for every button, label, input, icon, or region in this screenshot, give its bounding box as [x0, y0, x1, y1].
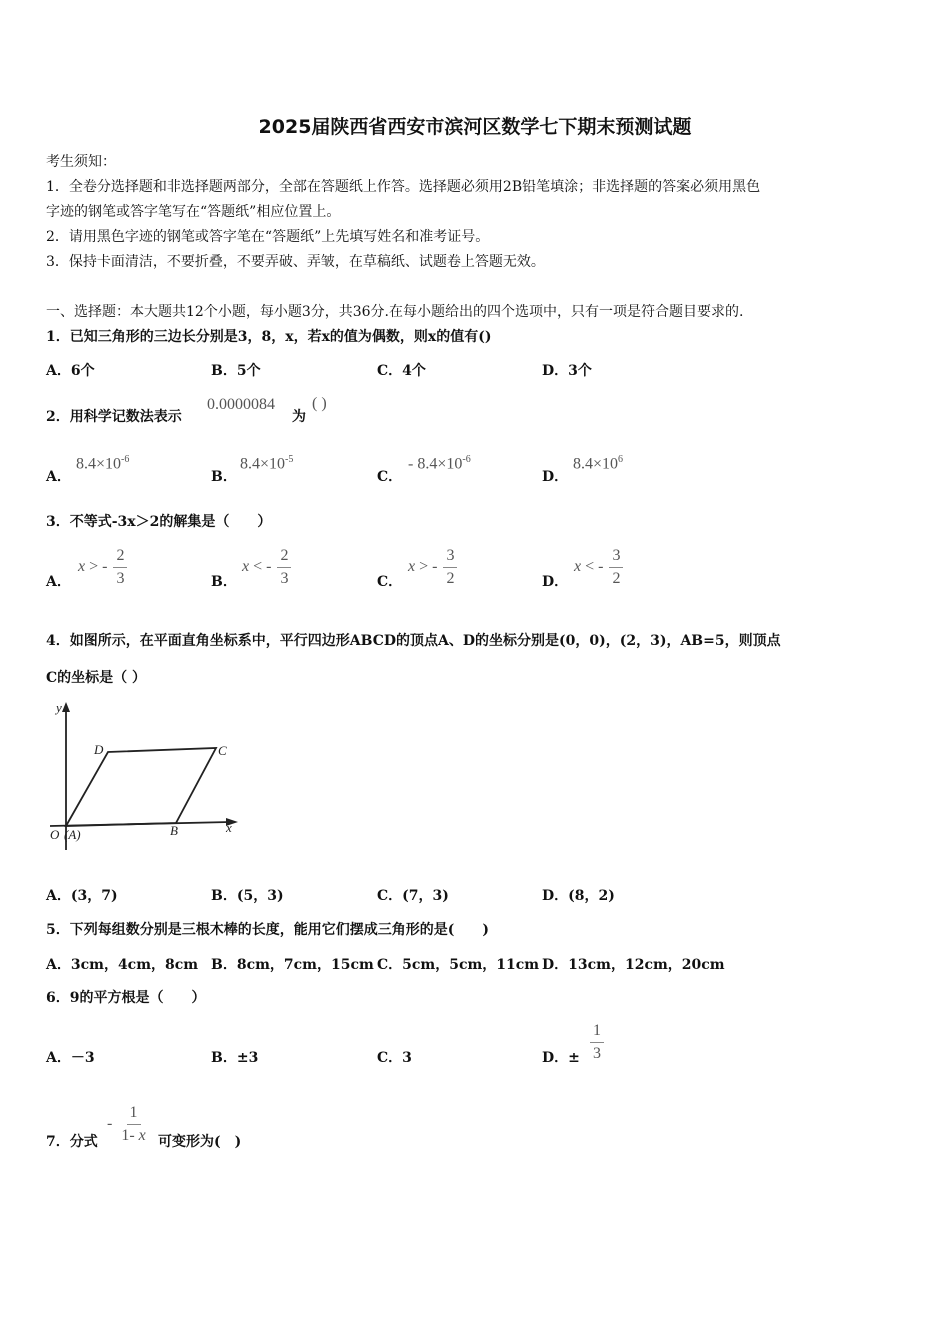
question-5-stem: 5．下列每组数分别是三根木棒的长度，能用它们摆成三角形的是( ) [46, 922, 489, 938]
notice-item-1-line-1: 1．全卷分选择题和非选择题两部分，全部在答题纸上作答。选择题必须用2B铅笔填涂；非选择题的答案必须用黑色 [46, 179, 761, 195]
parallelogram-abcd [66, 748, 216, 826]
question-4-option-b: B．(5，3) [211, 888, 284, 904]
question-3-stem: 3．不等式-3x＞2的解集是（ ） [46, 514, 272, 530]
question-2-stem-suffix: 为 [292, 409, 306, 425]
origin-label: O [50, 827, 60, 842]
question-5-option-a: A．3cm，4cm，8cm [46, 957, 199, 973]
question-1-stem: 1．已知三角形的三边长分别是3，8，x，若x的值为偶数，则x的值有() [46, 329, 492, 345]
question-7-stem-prefix: 7．分式 [46, 1134, 98, 1150]
vertex-d-label: D [94, 742, 104, 757]
question-4-option-c: C．(7，3) [377, 888, 449, 904]
question-2-option-c-label: C． [377, 469, 403, 485]
question-4-option-a: A．(3，7) [46, 888, 118, 904]
question-1-option-b: B．5个 [211, 363, 261, 379]
question-2-option-b-expr: $8.4\times 10^{-5}$ [240, 454, 294, 473]
question-4-stem-line-1: 4．如图所示，在平面直角坐标系中，平行四边形ABCD的顶点A、D的坐标分别是(0，0)，(2，3)，AB=5，则顶点 [46, 633, 781, 649]
question-5-option-c: C．5cm，5cm，11cm [377, 957, 540, 973]
question-7-fraction: - $\frac{1}{1- x}$ [107, 1104, 146, 1144]
question-3-option-c-label: C． [377, 574, 403, 590]
question-4-stem-line-2: C的坐标是（ ） [46, 670, 147, 686]
section-heading: 一、选择题：本大题共12个小题，每小题3分，共36分.在每小题给出的四个选项中，只有一项是符合题目要求的. [46, 304, 744, 320]
question-1-option-d: D．3个 [542, 363, 592, 379]
notice-item-2: 2．请用黑色字迹的钢笔或答字笔在“答题纸”上先填写姓名和准考证号。 [46, 229, 490, 245]
question-2-option-a-label: A． [46, 469, 71, 485]
page-title: 2025届陕西省西安市滨河区数学七下期末预测试题 [258, 116, 692, 138]
question-5-option-d: D．13cm，12cm，20cm [542, 957, 725, 973]
question-6-option-d-fraction: $\frac{1}{3}$ [588, 1022, 604, 1063]
question-1-option-a: A．6个 [46, 363, 95, 379]
notice-heading: 考生须知： [46, 154, 116, 170]
y-axis-label: y [56, 700, 62, 715]
question-2-option-c-expr: - $8.4\times 10^{-6}$ [408, 454, 471, 473]
question-3-option-a-label: A． [46, 574, 71, 590]
question-2-number: 0.0000084 [207, 396, 275, 413]
question-3-option-c-expr: x > - $\frac{3}{2}$ [408, 547, 457, 588]
question-2-option-a-expr: $8.4\times 10^{-6}$ [76, 454, 130, 473]
question-4-option-d: D．(8，2) [542, 888, 615, 904]
question-1-option-c: C．4个 [377, 363, 426, 379]
question-2-option-d-expr: $8.4\times 10^6$ [573, 454, 624, 473]
question-6-option-c: C．3 [377, 1050, 412, 1066]
vertex-c-label: C [218, 743, 227, 758]
question-3-option-d-expr: x < - $\frac{3}{2}$ [574, 547, 623, 588]
question-6-option-b: B．±3 [211, 1050, 259, 1066]
notice-item-1-line-2: 字迹的钢笔或答字笔写在“答题纸”相应位置上。 [46, 204, 341, 220]
x-axis-label: x [226, 820, 232, 835]
question-2-paren: ( ) [312, 395, 327, 412]
question-6-option-a: A．－3 [46, 1050, 95, 1066]
notice-item-3: 3．保持卡面清洁，不要折叠，不要弄破、弄皱，在草稿纸、试题卷上答题无效。 [46, 254, 545, 270]
question-3-option-b-expr: x < - $\frac{2}{3}$ [242, 547, 291, 588]
question-3-option-d-label: D． [542, 574, 569, 590]
question-2-option-d-label: D． [542, 469, 569, 485]
question-3-option-b-label: B． [211, 574, 237, 590]
y-axis-arrow [62, 702, 70, 712]
question-2-stem-prefix: 2．用科学记数法表示 [46, 409, 182, 425]
parallelogram-figure [44, 700, 244, 852]
question-5-option-b: B．8cm，7cm，15cm [211, 957, 374, 973]
vertex-b-label: B [170, 823, 178, 838]
question-7-stem-suffix: 可变形为( ) [158, 1134, 242, 1150]
question-2-option-b-label: B． [211, 469, 237, 485]
vertex-a-label: (A) [64, 827, 81, 842]
question-3-option-a-expr: x > - $\frac{2}{3}$ [78, 547, 127, 588]
question-6-option-d-label: D．± [542, 1050, 580, 1066]
question-6-stem: 6．9的平方根是（ ） [46, 990, 206, 1006]
